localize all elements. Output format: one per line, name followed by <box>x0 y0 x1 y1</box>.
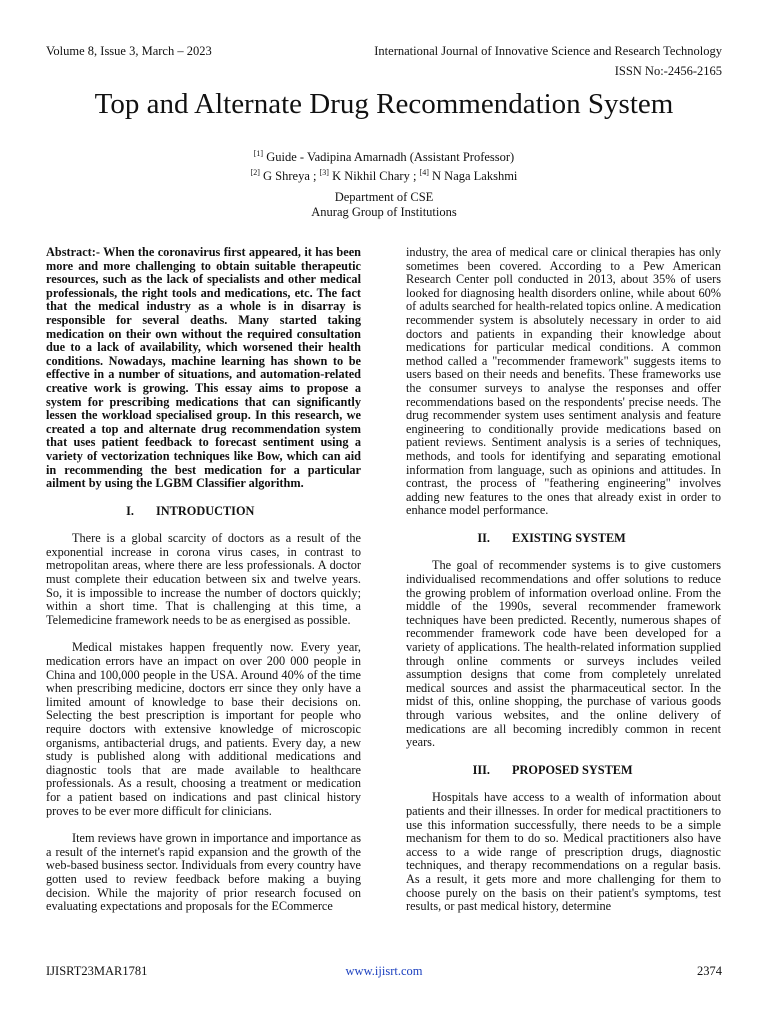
section-title: INTRODUCTION <box>156 503 255 518</box>
header-volume: Volume 8, Issue 3, March – 2023 <box>46 44 212 58</box>
author-guide: Guide - Vadipina Amarnadh (Assistant Professor) <box>263 150 515 165</box>
footer-website-link[interactable]: www.ijisrt.com <box>345 964 423 978</box>
intro-paragraph-2: Medical mistakes happen frequently now. Every year, medication errors have an impact on over 200 000 people in China and 100,000 people in the USA. Around 40% of the time when prescribing medicine, doctors err since they only have a limited amount of knowledge to base their decisions on. Selecting the best prescription is important for people who require doctors with extensive knowledge of microscopic organisms, antibacterial drugs, and patients. Every day, a new study is published along with additional medications and diagnostic tools that are made available to healthcare professionals. As a result, choosing a treatment or medication for a patient based on indications and past clinical history proves to be ever more difficult for clinicians. <box>46 640 361 818</box>
section-heading-existing-system <box>406 532 721 546</box>
left-column <box>46 246 361 914</box>
right-column <box>406 246 721 914</box>
author-line-1 <box>0 146 768 165</box>
abstract: Abstract:- When the coronavirus first appeared, it has been more and more challenging to obtain suitable therapeutic resources, such as the lack of specialists and other medical professionals, the right tools and medications, etc. The fact that the medical industry as a whole is in disarray is responsible for several deaths. Many started taking medication on their own without the required consultation due to a lack of availability, which worsened their health conditions. Nowadays, machine learning has shown to be effective in a number of situations, and automation-related creative work is growing. This essay aims to propose a system for prescribing medications that can significantly lessen the workload specialised group. In this research, we created a top and alternate drug recommendation system that uses patient feedback to forecast sentiment using a variety of vectorization techniques like Bow, which can aid in recommending the best medication for a particular ailment by using the LGBM Classifier algorithm. <box>46 245 361 491</box>
footer-page-number: 2374 <box>697 964 722 978</box>
existing-paragraph-1: The goal of recommender systems is to give customers individualised recommendations and offer solutions to reduce the growing problem of information overload online. From the middle of the 1990s, several recommender framework techniques have been predicted. Recently, numerous shapes of recommender framework code have been developed for a variety of applications. The health-related information supplied through online comments or surveys includes veiled assumption designs that come from completely unrelated medical sources and assist the pharmaceutical sector. In the midst of this, online shopping, the purchase of various goods through various websites, and the online delivery of medications are all becoming incredibly common in recent years. <box>406 558 721 750</box>
department: Department of CSE <box>334 190 434 204</box>
author-shreya: G Shreya ; <box>259 169 320 184</box>
intro-paragraph-3: Item reviews have grown in importance and importance as a result of the internet's rapid expansion and the growth of the web-based business sector. Individuals from every country have gotten used to review feedback before making a buying decision. While the majority of prior research focused on evaluating expectations and proposals for the ECommerce <box>46 831 361 914</box>
paper-title: Top and Alternate Drug Recommendation System <box>94 88 674 120</box>
affiliation <box>0 190 768 220</box>
institution: Anurag Group of Institutions <box>311 205 457 219</box>
author-lakshmi: N Naga Lakshmi <box>428 169 518 184</box>
author-list <box>0 146 768 184</box>
section-heading-proposed-system <box>406 764 721 778</box>
author-line-2 <box>0 165 768 184</box>
section-number: I. <box>126 503 134 518</box>
intro-paragraph-1: There is a global scarcity of doctors as a result of the exponential increase in corona virus cases, in contrast to metropolitan areas, where there are less professionals. A doctor must complete their education between six and twelve years. So, it is impossible to increase the number of doctors quickly; within a short time. That is challenging at this time, a Telemedicine framework needs to be as energised as possible. <box>46 531 361 627</box>
author-ref-4: [4] <box>419 168 429 178</box>
header-journal: International Journal of Innovative Science and Research Technology <box>374 44 722 58</box>
section-title: PROPOSED SYSTEM <box>512 762 633 777</box>
intro-paragraph-3-continued: industry, the area of medical care or clinical therapies has only sometimes been covered. According to a Pew American Research Center poll conducted in 2013, about 35% of users looked for diagnosing health disorders online, while about 60% of adults searched for health-related topics online. A medication recommender system is absolutely necessary in order to aid doctors and patients in expanding their knowledge about medications for particular medical conditions. A common method called a "recommender framework" suggests items to users based on their needs and benefits. These frameworks use the consumer surveys to analyse the responses and offer recommendations based on the respondents' precise needs. The drug recommender system uses sentiment analysis and feature engineering to conditionally provide medications based on patient reviews. Sentiment analysis is a series of techniques, methods, and tools for identifying and separating emotional information from language, such as opinions and attitudes. In contrast, the process of "feathering engineering" involves adding new features to the ones that already exist in order to enhance model performance. <box>406 245 721 518</box>
footer-paper-id: IJISRT23MAR1781 <box>46 964 148 978</box>
author-ref-3: [3] <box>319 168 329 178</box>
header-issn: ISSN No:-2456-2165 <box>614 64 722 78</box>
section-title: EXISTING SYSTEM <box>512 530 626 545</box>
author-ref-2: [2] <box>250 168 260 178</box>
section-heading-introduction <box>46 505 361 519</box>
section-number: II. <box>477 530 490 545</box>
section-number: III. <box>472 762 490 777</box>
proposed-paragraph-1: Hospitals have access to a wealth of information about patients and their illnesses. In order for medical practitioners to use this information successfully, there needs to be a simple mechanism for them to do so. Medical practitioners also have access to a wide range of prescription drugs, diagnostic techniques, and therapy recommendations on a regular basis. As a result, it gets more and more challenging for them to choose purely on the basis on their patient's symptoms, test results, or past medical history, determine <box>406 790 721 914</box>
author-ref-1: [1] <box>253 149 264 158</box>
author-nikhil: K Nikhil Chary ; <box>328 169 420 184</box>
